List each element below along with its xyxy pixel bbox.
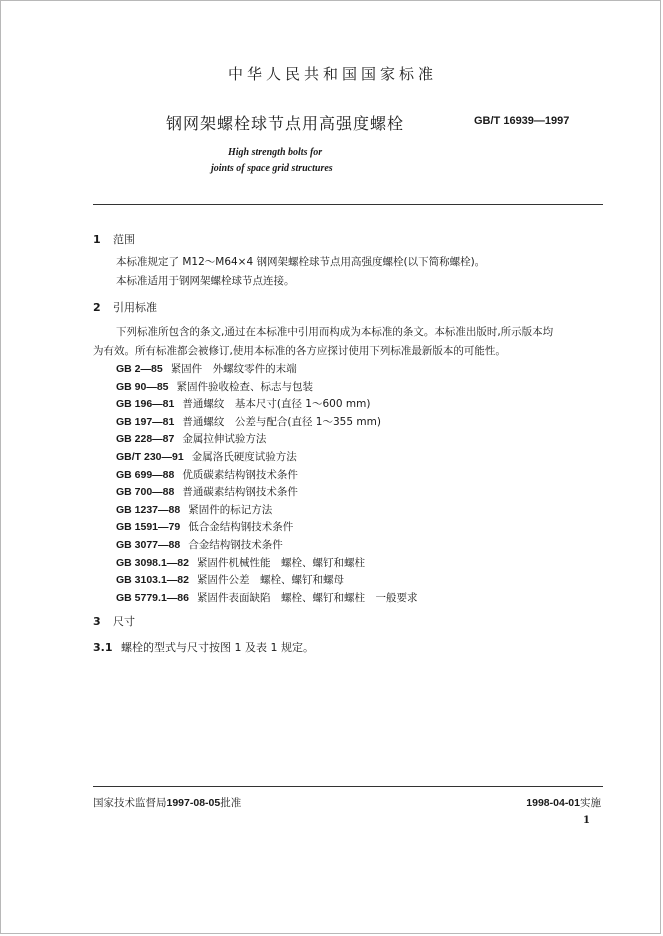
reference-title: 普通碳素结构钢技术条件	[182, 486, 298, 499]
section-2-heading	[93, 299, 157, 315]
section-title: 尺寸	[113, 615, 135, 628]
footer-divider	[93, 786, 603, 787]
reference-item	[116, 431, 266, 446]
approve-date: 1997-08-05	[166, 797, 221, 809]
reference-item	[116, 519, 293, 534]
reference-item	[116, 537, 283, 552]
section-title: 范围	[113, 233, 135, 246]
reference-code: GB 3098.1—82	[116, 556, 189, 569]
approve-suffix: 批准	[220, 797, 242, 809]
standard-title-en-line1: High strength bolts for	[228, 147, 323, 158]
section-2-paragraph-line1: 下列标准所包含的条文,通过在本标准中引用而构成为本标准的条文。本标准出版时,所示版本均	[116, 326, 554, 338]
standard-title-cn: 钢网架螺栓球节点用高强度螺栓	[166, 114, 405, 133]
clause-number: 3.1	[93, 641, 113, 654]
section-number: 1	[93, 233, 101, 246]
impl-date: 1998-04-01	[526, 797, 580, 809]
reference-title: 优质碳素结构钢技术条件	[182, 468, 298, 481]
reference-code: GB 228—87	[116, 433, 175, 446]
clause-text: 螺栓的型式与尺寸按图 1 及表 1 规定。	[121, 641, 314, 654]
reference-title: 普通螺纹 基本尺寸(直径 1～600 mm)	[182, 398, 371, 411]
section-2-paragraph-line2: 为有效。所有标准都会被修订,使用本标准的各方应探讨使用下列标准最新版本的可能性。	[93, 345, 506, 357]
impl-suffix: 实施	[580, 797, 601, 809]
reference-code: GB 700—88	[116, 486, 175, 499]
reference-item	[116, 572, 344, 587]
reference-code: GB 2—85	[116, 363, 163, 375]
implementation-line	[526, 795, 601, 810]
header-divider	[93, 204, 603, 205]
reference-code: GB 196—81	[116, 398, 175, 411]
reference-title: 低合金结构钢技术条件	[188, 521, 294, 534]
section-1-paragraph-1: 本标准规定了 M12～M64×4 钢网架螺栓球节点用高强度螺栓(以下简称螺栓)。	[116, 256, 486, 268]
reference-item	[116, 467, 298, 482]
reference-title: 合金结构钢技术条件	[188, 539, 283, 551]
reference-item	[116, 502, 272, 517]
reference-title: 紧固件机械性能 螺栓、螺钉和螺柱	[196, 556, 365, 569]
reference-code: GB 1237—88	[116, 503, 181, 516]
clause-3-1	[93, 639, 314, 655]
reference-code: GB 90—85	[116, 380, 169, 393]
section-3-heading	[93, 613, 135, 629]
reference-title: 金属洛氏硬度试验方法	[191, 451, 297, 463]
reference-code: GB 5779.1—86	[116, 591, 189, 604]
reference-code: GB 3077—88	[116, 539, 181, 551]
reference-item	[116, 555, 365, 570]
section-number: 3	[93, 615, 101, 628]
standard-number: GB/T 16939—1997	[474, 115, 570, 127]
reference-item	[116, 449, 297, 464]
approval-line	[93, 795, 241, 810]
reference-title: 紧固件验收检查、标志与包装	[176, 380, 314, 393]
section-number: 2	[93, 301, 101, 314]
reference-title: 紧固件公差 螺栓、螺钉和螺母	[196, 574, 344, 587]
reference-title: 紧固件表面缺陷 螺栓、螺钉和螺柱 一般要求	[196, 591, 418, 604]
reference-title: 普通螺纹 公差与配合(直径 1～355 mm)	[182, 415, 381, 428]
approver: 国家技术监督局	[93, 797, 167, 809]
standard-title-en-line2: joints of space grid structures	[211, 163, 333, 174]
issuing-org-header: 中华人民共和国国家标准	[227, 65, 437, 83]
reference-title: 紧固件 外螺纹零件的末端	[170, 363, 297, 375]
reference-code: GB 1591—79	[116, 521, 181, 534]
reference-code: GB 197—81	[116, 415, 175, 428]
reference-code: GB 699—88	[116, 468, 175, 481]
reference-item	[116, 414, 381, 429]
reference-item	[116, 361, 297, 376]
section-title: 引用标准	[113, 301, 157, 314]
reference-title: 紧固件的标记方法	[188, 503, 273, 516]
reference-code: GB 3103.1—82	[116, 574, 189, 587]
reference-title: 金属拉伸试验方法	[182, 433, 267, 446]
reference-item	[116, 396, 370, 411]
reference-item	[116, 590, 417, 605]
section-1-paragraph-2: 本标准适用于钢网架螺栓球节点连接。	[116, 275, 295, 287]
reference-code: GB/T 230—91	[116, 451, 184, 463]
section-1-heading	[93, 231, 135, 247]
reference-item	[116, 484, 298, 499]
page-number: 1	[583, 815, 590, 826]
reference-item	[116, 379, 313, 394]
